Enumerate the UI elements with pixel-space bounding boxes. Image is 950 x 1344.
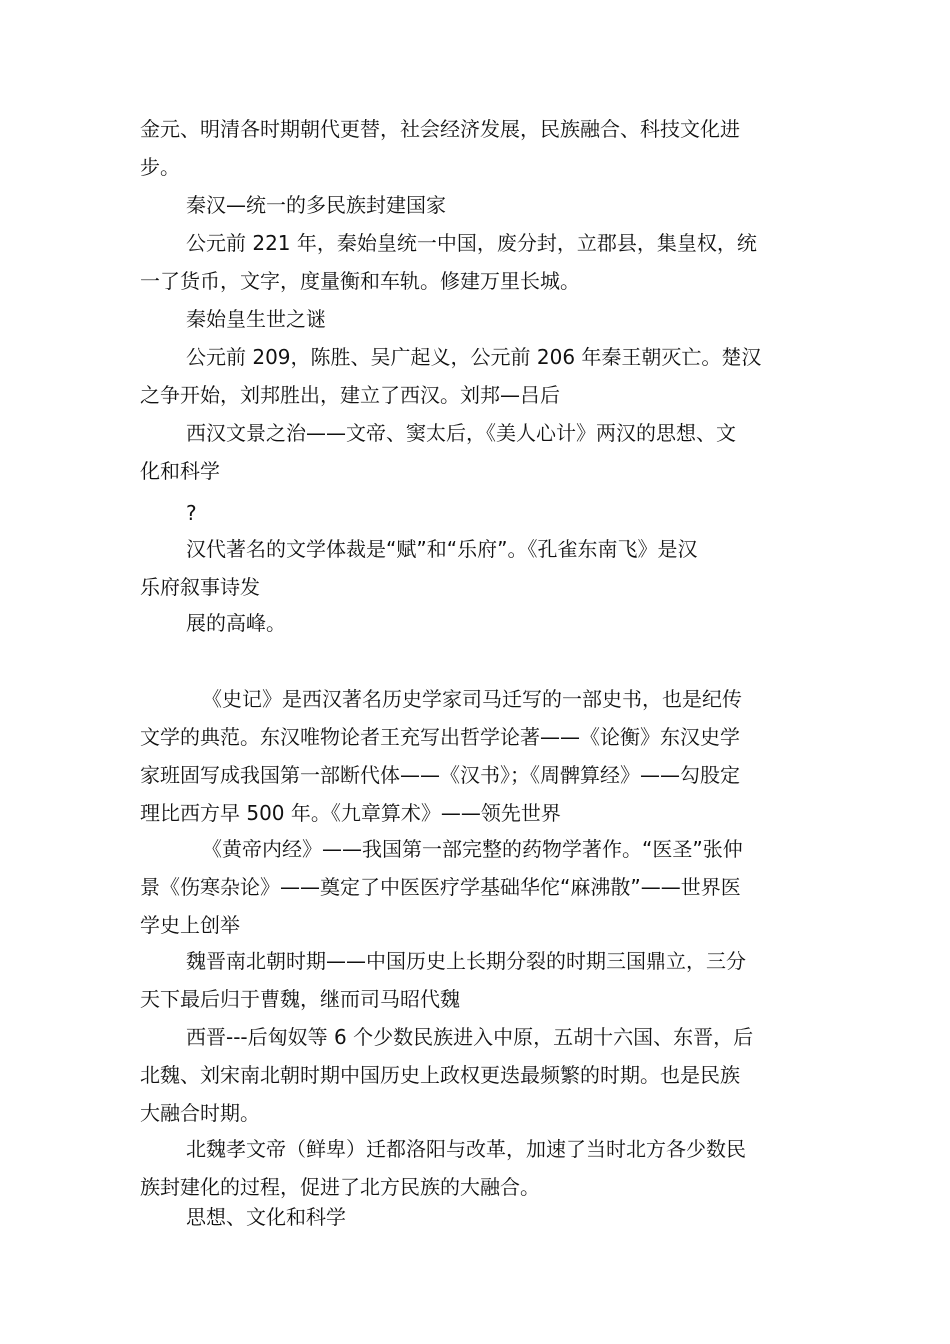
paragraph-wei-jin <box>140 942 820 1018</box>
text-line: 一了货币，文字，度量衡和车轨。修建万里长城。 <box>140 269 580 293</box>
text-line: 西汉文景之治——文帝、窦太后，《美人心计》两汉的思想、文 <box>186 421 736 445</box>
text-line: 家班固写成我国第一部断代体——《汉书》；《周髀算经》——勾股定 <box>140 763 740 787</box>
text-line: 金元、明清各时期朝代更替，社会经济发展，民族融合、科技文化进 <box>140 117 740 141</box>
text-line: ? <box>186 501 197 525</box>
paragraph-shiji <box>140 680 820 832</box>
paragraph-xiaowen-reform <box>140 1130 820 1206</box>
text-line: 化和科学 <box>140 459 220 483</box>
text-line: 乐府叙事诗发 <box>140 575 260 599</box>
text-line: 理比西方早 500 年。《九章算术》——领先世界 <box>140 801 561 825</box>
text-line: 《黄帝内经》——我国第一部完整的药物学著作。“医圣”张仲 <box>202 837 743 861</box>
question-mark <box>140 494 820 532</box>
text-line: 西晋---后匈奴等 6 个少数民族进入中原，五胡十六国、东晋，后 <box>186 1025 754 1049</box>
text-line: 步。 <box>140 155 180 179</box>
text-line: 公元前 221 年，秦始皇统一中国，废分封，立郡县，集皇权，统 <box>186 231 757 255</box>
text-line: 大融合时期。 <box>140 1101 260 1125</box>
paragraph-qin-unification <box>140 224 820 300</box>
text-line: 思想、文化和科学 <box>186 1205 346 1229</box>
text-line: 北魏孝文帝（鲜卑）迁都洛阳与改革，加速了当时北方各少数民 <box>186 1137 746 1161</box>
paragraph-peak <box>140 604 820 642</box>
heading-qin-han <box>140 186 820 224</box>
text-line: 展的高峰。 <box>186 611 286 635</box>
text-line: 公元前 209，陈胜、吴广起义，公元前 206 年秦王朝灭亡。楚汉 <box>186 345 762 369</box>
text-line: 景《伤寒杂论》——奠定了中医医疗学基础华佗“麻沸散”——世界医 <box>140 875 741 899</box>
text-line: 族封建化的过程，促进了北方民族的大融合。 <box>140 1175 540 1199</box>
heading-qin-shihuang-mystery <box>140 300 820 338</box>
text-line: 秦始皇生世之谜 <box>186 307 326 331</box>
paragraph-wen-jing-rule <box>140 414 820 490</box>
text-line: 汉代著名的文学体裁是“赋”和“乐府”。《孔雀东南飞》是汉 <box>186 537 698 561</box>
text-line: 天下最后归于曹魏，继而司马昭代魏 <box>140 987 460 1011</box>
paragraph-huangdi-neijing <box>140 830 820 944</box>
text-line: 文学的典范。东汉唯物论者王充写出哲学论著——《论衡》东汉史学 <box>140 725 740 749</box>
paragraph-intro-continued <box>140 110 820 186</box>
text-line: 之争开始，刘邦胜出，建立了西汉。刘邦—吕后 <box>140 383 560 407</box>
text-line: 《史记》是西汉著名历史学家司马迁写的一部史书，也是纪传 <box>202 687 742 711</box>
paragraph-han-literature <box>140 530 820 606</box>
paragraph-western-jin <box>140 1018 820 1132</box>
heading-thought-culture-science <box>140 1198 820 1236</box>
text-line: 秦汉—统一的多民族封建国家 <box>186 193 446 217</box>
text-line: 魏晋南北朝时期——中国历史上长期分裂的时期三国鼎立，三分 <box>186 949 746 973</box>
paragraph-chen-sheng-wu-guang <box>140 338 820 414</box>
text-line: 北魏、刘宋南北朝时期中国历史上政权更迭最频繁的时期。也是民族 <box>140 1063 740 1087</box>
text-line: 学史上创举 <box>140 913 240 937</box>
